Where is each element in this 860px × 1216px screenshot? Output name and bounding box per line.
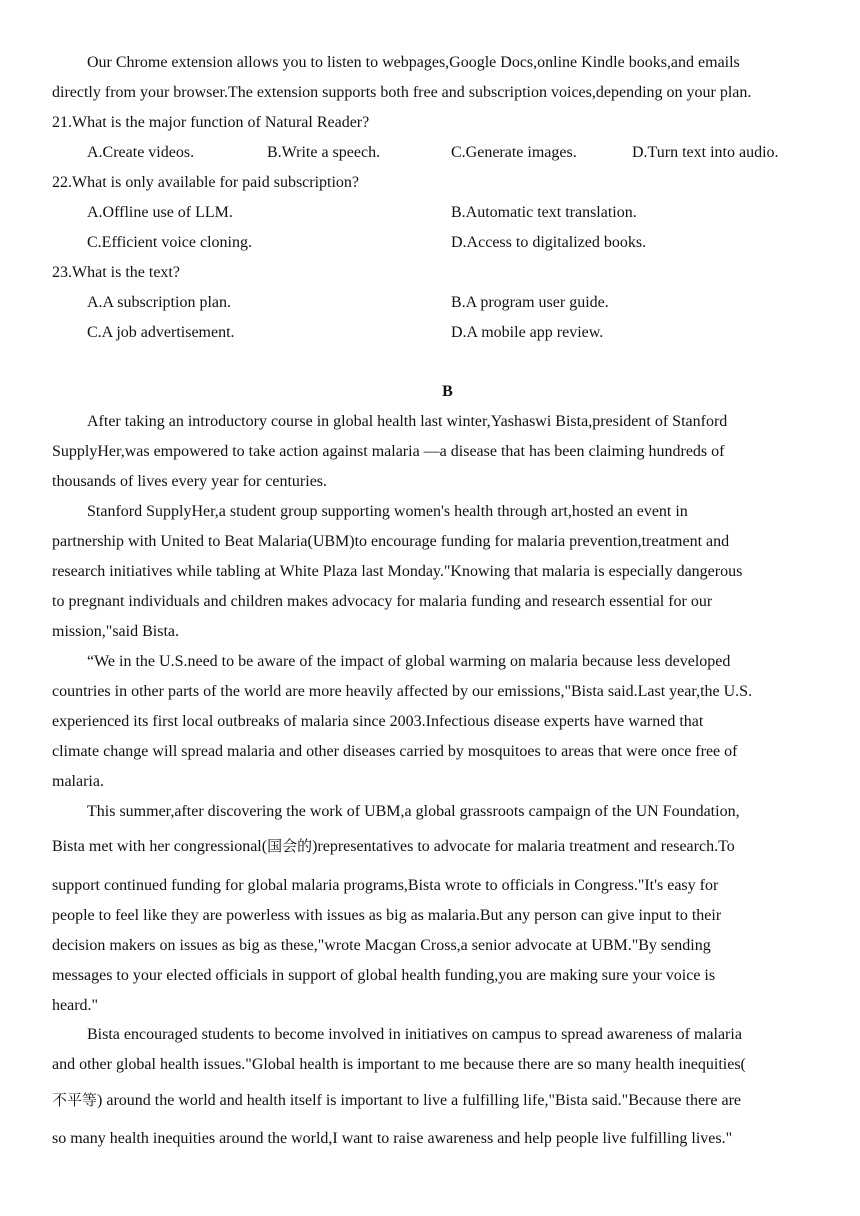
question-22-option-c: C.Efficient voice cloning. (87, 234, 252, 251)
passage-p4-line-2-part-b: )representatives to advocate for malaria treatment and research.To (312, 838, 735, 855)
passage-p2-line-2: partnership with United to Beat Malaria(UBM)to encourage funding for malaria prevention,treatment and (52, 533, 730, 550)
question-22-option-b: B.Automatic text translation. (451, 204, 637, 221)
passage-p4-line-2 (52, 836, 735, 857)
passage-p5-cjk-gloss: 不平等 (52, 1091, 98, 1109)
section-heading: B (442, 383, 453, 400)
intro-line-1: Our Chrome extension allows you to listen to webpages,Google Docs,online Kindle books,and emails (87, 54, 740, 71)
passage-p2-line-1: Stanford SupplyHer,a student group supporting women's health through art,hosted an event in (87, 503, 688, 520)
question-21-option-c: C.Generate images. (451, 144, 577, 161)
passage-p4-line-4: people to feel like they are powerless with issues as big as malaria.But any person can give input to their (52, 907, 722, 924)
passage-p3-line-1: “We in the U.S.need to be aware of the impact of global warming on malaria because less developed (87, 653, 731, 670)
question-23-option-a: A.A subscription plan. (87, 294, 231, 311)
passage-p5-line-4: so many health inequities around the world,I want to raise awareness and help people live fulfilling lives." (52, 1130, 733, 1147)
passage-p1-line-3: thousands of lives every year for centuries. (52, 473, 328, 490)
passage-p5-line-2: and other global health issues."Global health is important to me because there are so many health inequities( (52, 1056, 746, 1073)
passage-p4-cjk-gloss: 国会的 (267, 837, 313, 855)
question-23-stem: 23.What is the text? (52, 264, 180, 281)
passage-p4-line-1: This summer,after discovering the work of UBM,a global grassroots campaign of the UN Foundation, (87, 803, 740, 820)
passage-p4-line-5: decision makers on issues as big as these,"wrote Macgan Cross,a senior advocate at UBM."By sending (52, 937, 711, 954)
passage-p5-line-3 (52, 1090, 741, 1111)
question-22-stem: 22.What is only available for paid subscription? (52, 174, 360, 191)
passage-p4-line-3: support continued funding for global malaria programs,Bista wrote to officials in Congress."It's easy for (52, 877, 719, 894)
passage-p2-line-3: research initiatives while tabling at White Plaza last Monday."Knowing that malaria is especially dangerous (52, 563, 743, 580)
passage-p2-line-4: to pregnant individuals and children makes advocacy for malaria funding and research essential for our (52, 593, 713, 610)
question-21-option-d: D.Turn text into audio. (632, 144, 779, 161)
passage-p3-line-2: countries in other parts of the world are more heavily affected by our emissions,"Bista said.Last year,the U.S. (52, 683, 753, 700)
passage-p3-line-5: malaria. (52, 773, 104, 790)
question-21-stem: 21.What is the major function of Natural Reader? (52, 114, 370, 131)
passage-p4-line-2-part-a: Bista met with her congressional( (52, 838, 268, 855)
question-23-option-d: D.A mobile app review. (451, 324, 604, 341)
passage-p5-line-3-part-b: ) around the world and health itself is important to live a fulfilling life,"Bista said."Because there are (97, 1092, 741, 1109)
question-23-option-c: C.A job advertisement. (87, 324, 235, 341)
passage-p1-line-1: After taking an introductory course in global health last winter,Yashaswi Bista,president of Stanford (87, 413, 728, 430)
passage-p5-line-1: Bista encouraged students to become involved in initiatives on campus to spread awareness of malaria (87, 1026, 742, 1043)
passage-p3-line-4: climate change will spread malaria and other diseases carried by mosquitoes to areas that were once free of (52, 743, 738, 760)
passage-p1-line-2: SupplyHer,was empowered to take action against malaria —a disease that has been claiming hundreds of (52, 443, 725, 460)
passage-p3-line-3: experienced its first local outbreaks of malaria since 2003.Infectious disease experts have warned that (52, 713, 704, 730)
intro-line-2: directly from your browser.The extension supports both free and subscription voices,depending on your plan. (52, 84, 752, 101)
question-21-option-a: A.Create videos. (87, 144, 195, 161)
question-23-option-b: B.A program user guide. (451, 294, 609, 311)
passage-p4-line-7: heard." (52, 997, 99, 1014)
question-22-option-d: D.Access to digitalized books. (451, 234, 647, 251)
passage-p2-line-5: mission,"said Bista. (52, 623, 179, 640)
passage-p4-line-6: messages to your elected officials in support of global health funding,you are making sure your voice is (52, 967, 716, 984)
question-21-option-b: B.Write a speech. (267, 144, 381, 161)
question-22-option-a: A.Offline use of LLM. (87, 204, 233, 221)
